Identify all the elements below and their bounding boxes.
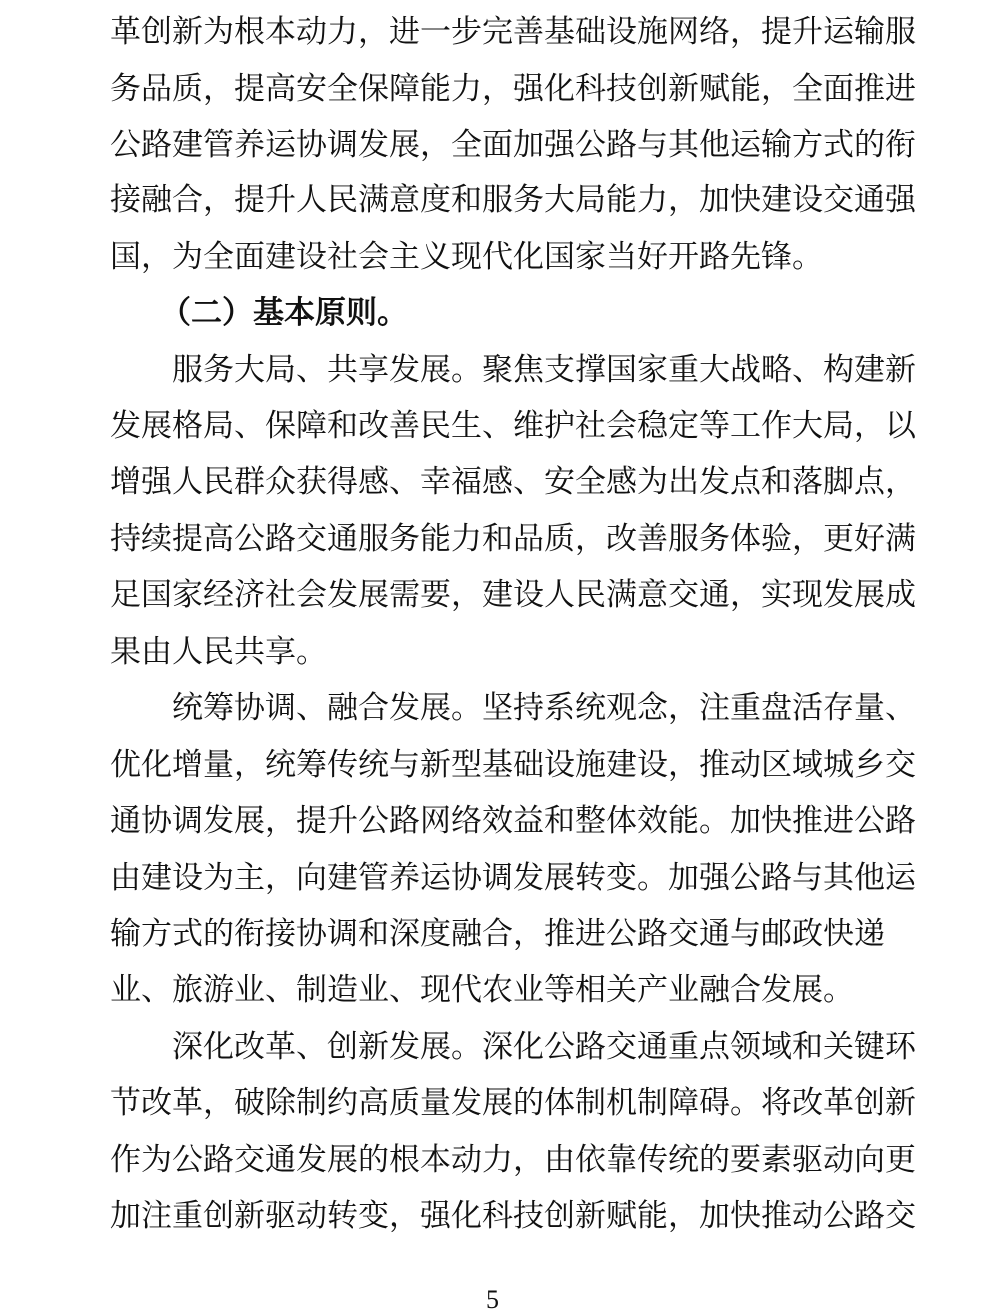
section-heading: （二）基本原则。 <box>160 295 408 331</box>
text-line-3: 公路建管养运协调发展，全面加强公路与其他运输方式的衔 <box>110 127 916 163</box>
text-line-8: 发展格局、保障和改善民生、维护社会稳定等工作大局，以 <box>110 408 916 444</box>
text-line-2: 务品质，提高安全保障能力，强化科技创新赋能，全面推进 <box>110 71 916 107</box>
text-line-16: 由建设为主，向建管养运协调发展转变。加强公路与其他运 <box>110 860 916 896</box>
text-line-20: 节改革，破除制约高质量发展的体制机制障碍。将改革创新 <box>110 1085 916 1121</box>
text-line-15: 通协调发展，提升公路网络效益和整体效能。加快推进公路 <box>110 803 916 839</box>
text-line-17: 输方式的衔接协调和深度融合，推进公路交通与邮政快递 <box>110 916 885 952</box>
text-line-11: 足国家经济社会发展需要，建设人民满意交通，实现发展成 <box>110 577 916 613</box>
text-line-1: 革创新为根本动力，进一步完善基础设施网络，提升运输服 <box>110 14 916 50</box>
text-line-12: 果由人民共享。 <box>110 634 327 670</box>
text-line-9: 增强人民群众获得感、幸福感、安全感为出发点和落脚点， <box>110 464 916 500</box>
text-line-4: 接融合，提升人民满意度和服务大局能力，加快建设交通强 <box>110 182 916 218</box>
text-line-14: 优化增量，统筹传统与新型基础设施建设，推动区域城乡交 <box>110 747 916 783</box>
page-number: 5 <box>486 1285 499 1314</box>
text-line-19: 深化改革、创新发展。深化公路交通重点领域和关键环 <box>172 1029 916 1065</box>
text-line-5: 国，为全面建设社会主义现代化国家当好开路先锋。 <box>110 239 823 275</box>
text-line-22: 加注重创新驱动转变，强化科技创新赋能，加快推动公路交 <box>110 1198 916 1234</box>
text-line-13: 统筹协调、融合发展。坚持系统观念，注重盘活存量、 <box>172 690 916 726</box>
text-line-7: 服务大局、共享发展。聚焦支撑国家重大战略、构建新 <box>172 352 916 388</box>
text-line-21: 作为公路交通发展的根本动力，由依靠传统的要素驱动向更 <box>110 1142 916 1178</box>
text-line-18: 业、旅游业、制造业、现代农业等相关产业融合发展。 <box>110 972 854 1008</box>
text-line-10: 持续提高公路交通服务能力和品质，改善服务体验，更好满 <box>110 521 916 557</box>
